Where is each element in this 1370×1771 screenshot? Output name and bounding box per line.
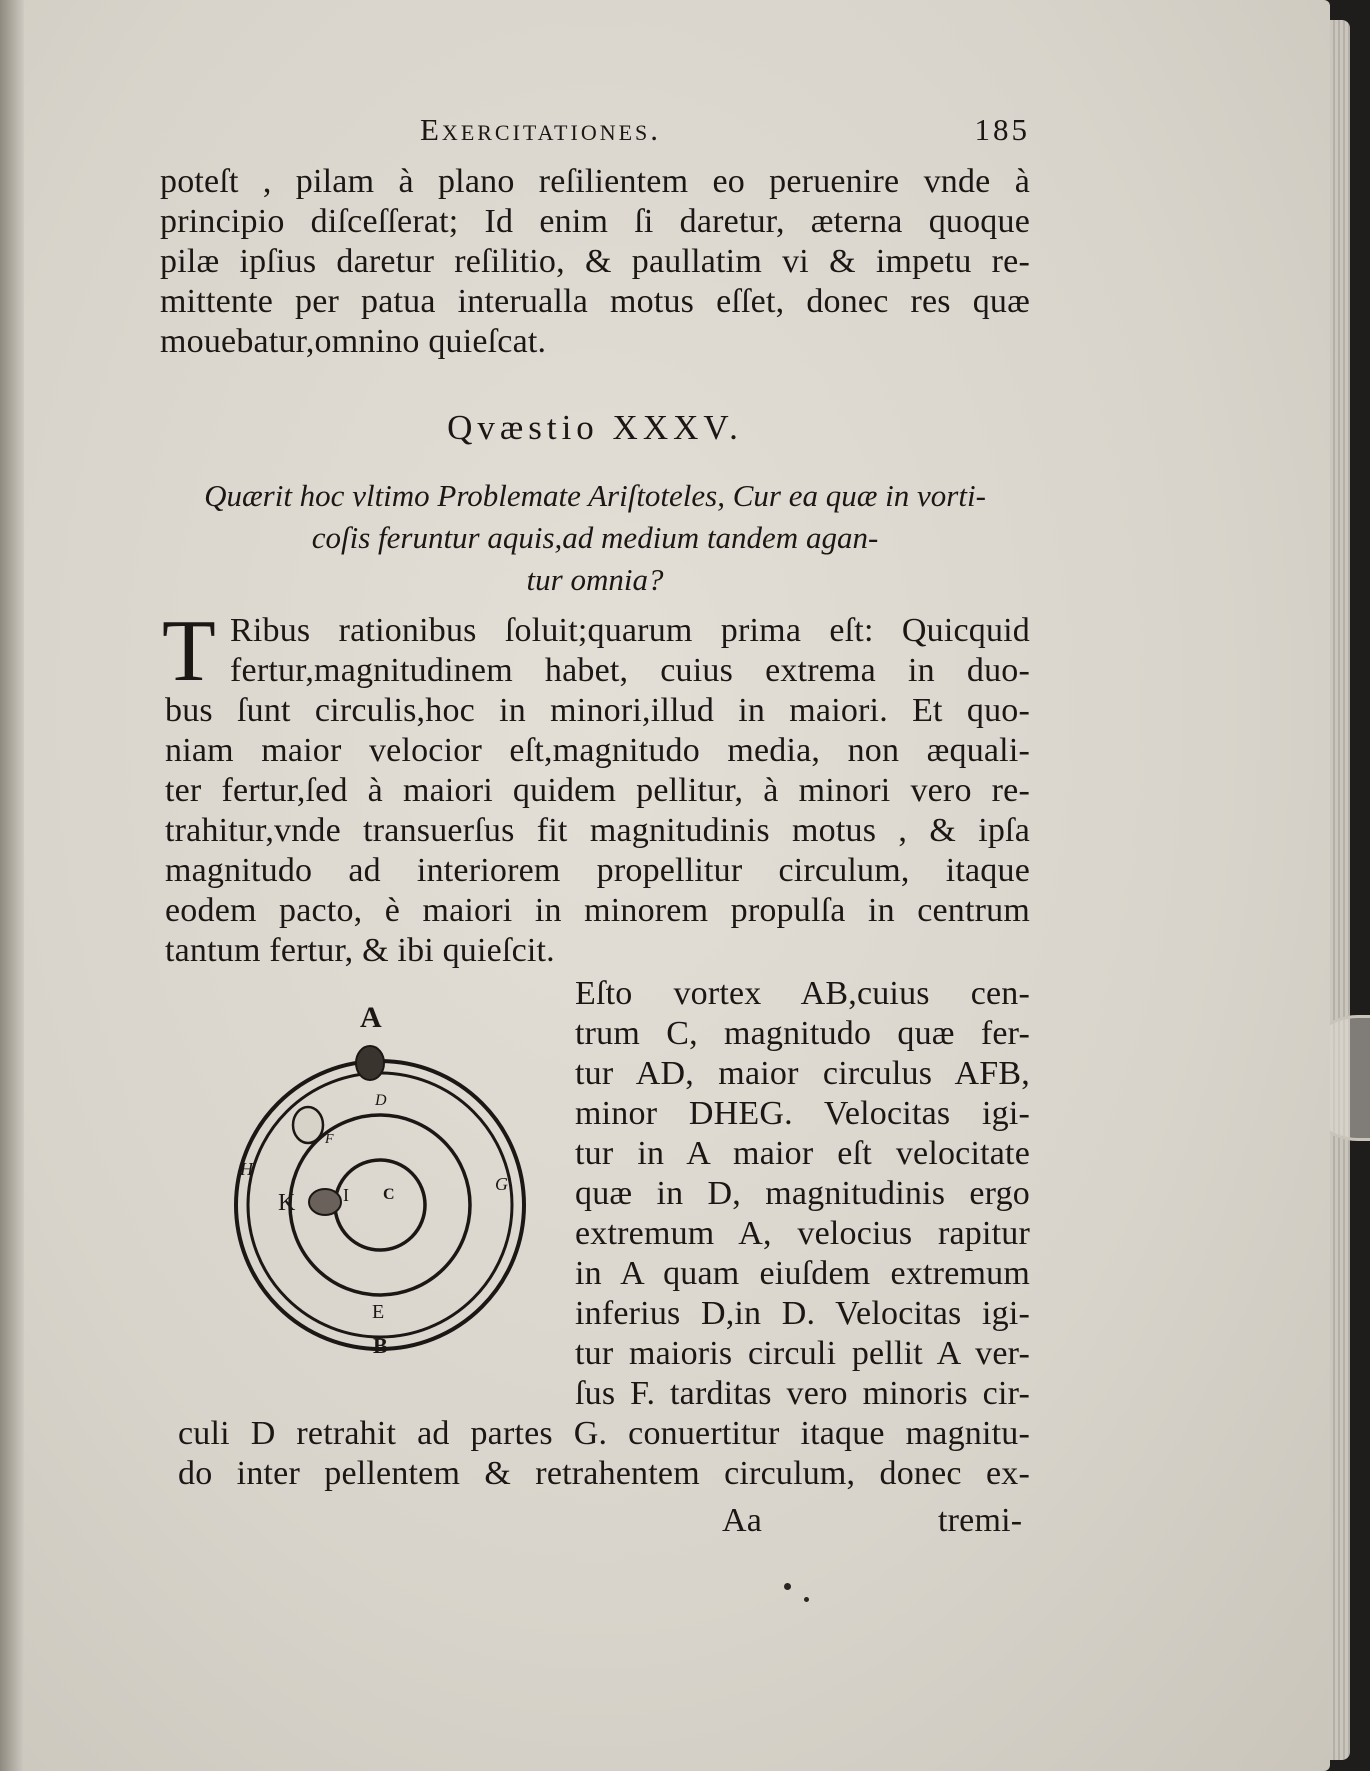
page-gutter — [0, 0, 24, 1771]
page-number: 185 — [974, 112, 1030, 147]
body-at-f — [293, 1107, 323, 1143]
text-line: in A quam eiuſdem extremum — [575, 1255, 1030, 1292]
page-header — [160, 112, 1030, 156]
text-line: niam maior velocior eſt,magnitudo media, non æquali- — [165, 732, 1030, 769]
text-line: mouebatur,omnino quieſcat. — [160, 323, 547, 360]
text-line: Ribus rationibus ſoluit;quarum prima eſt: Quicquid — [230, 612, 1030, 649]
text-line: ter fertur,ſed à maiori quidem pellitur, à minori vero re- — [165, 772, 1030, 809]
vortex-diagram-svg — [225, 995, 545, 1365]
label-k: K — [278, 1190, 296, 1216]
question-text-line: coſis feruntur aquis,ad medium tandem agan- — [311, 520, 879, 555]
label-b: B — [373, 1333, 388, 1358]
text-line: pilæ ipſius daretur reſilitio, & paullatim vi & impetu re- — [160, 243, 1030, 280]
text-line: tur in A maior eſt velocitate — [575, 1135, 1030, 1172]
text-line: bus ſunt circulis,hoc in minori,illud in maiori. Et quo- — [165, 692, 1030, 729]
label-g: G — [495, 1174, 508, 1194]
text-line: extremum A, velocius rapitur — [575, 1215, 1030, 1252]
text-line: quæ in D, magnitudinis ergo — [575, 1175, 1030, 1212]
label-h: H — [240, 1159, 253, 1179]
text-line: do inter pellentem & retrahentem circulum, donec ex- — [178, 1455, 1030, 1492]
text-line: culi D retrahit ad partes G. conuertitur itaque magnitu- — [178, 1415, 1030, 1452]
body-at-a — [356, 1046, 384, 1080]
vortex-diagram — [225, 995, 545, 1365]
label-c: C — [383, 1186, 395, 1203]
text-line: inferius D,in D. Velocitas igi- — [575, 1295, 1030, 1332]
text-line: eodem pacto, è maiori in minorem propulſa in centrum — [165, 892, 1030, 929]
text-line: Eſto vortex AB,cuius cen- — [575, 975, 1030, 1012]
question-text-line: Quærit hoc vltimo Problemate Ariſtoteles, Cur ea quæ in vorti- — [204, 478, 986, 513]
text-line: fertur,magnitudinem habet, cuius extrema in duo- — [230, 652, 1030, 689]
drop-initial: T — [162, 603, 216, 700]
ink-speck — [804, 1597, 809, 1602]
text-line: trum C, magnitudo quæ fer- — [575, 1015, 1030, 1052]
catchword: tremi- — [938, 1502, 1023, 1539]
signature-mark: Aa — [722, 1502, 763, 1539]
text-line: trahitur,vnde transuerſus fit magnitudinis motus , & ipſa — [165, 812, 1030, 849]
label-e: E — [372, 1301, 385, 1323]
body-at-k — [309, 1189, 341, 1215]
question-text-line: tur omnia? — [526, 562, 664, 597]
text-line: principio diſceſſerat; Id enim ſi daretur, æterna quoque — [160, 203, 1030, 240]
text-line: tur maioris circuli pellit A ver- — [575, 1335, 1030, 1372]
text-line: tur AD, maior circulus AFB, — [575, 1055, 1030, 1092]
text-line: tantum fertur, & ibi quieſcit. — [165, 932, 555, 969]
text-line: minor DHEG. Velocitas igi- — [575, 1095, 1030, 1132]
text-line: poteſt , pilam à plano reſilientem eo peruenire vnde à — [160, 163, 1030, 200]
ink-speck — [784, 1583, 791, 1590]
label-i: I — [343, 1185, 349, 1205]
running-head: Exercitationes. — [420, 112, 662, 147]
question-title: Qvæstio XXXV. — [447, 408, 743, 447]
label-a: A — [360, 1001, 382, 1034]
text-line: magnitudo ad interiorem propellitur circulum, itaque — [165, 852, 1030, 889]
label-f: F — [325, 1132, 334, 1147]
text-line: mittente per patua interualla motus eſſet, donec res quæ — [160, 283, 1030, 320]
inner-circle — [335, 1160, 425, 1250]
label-d: D — [375, 1092, 387, 1109]
text-line: ſus F. tarditas vero minoris cir- — [575, 1375, 1030, 1412]
